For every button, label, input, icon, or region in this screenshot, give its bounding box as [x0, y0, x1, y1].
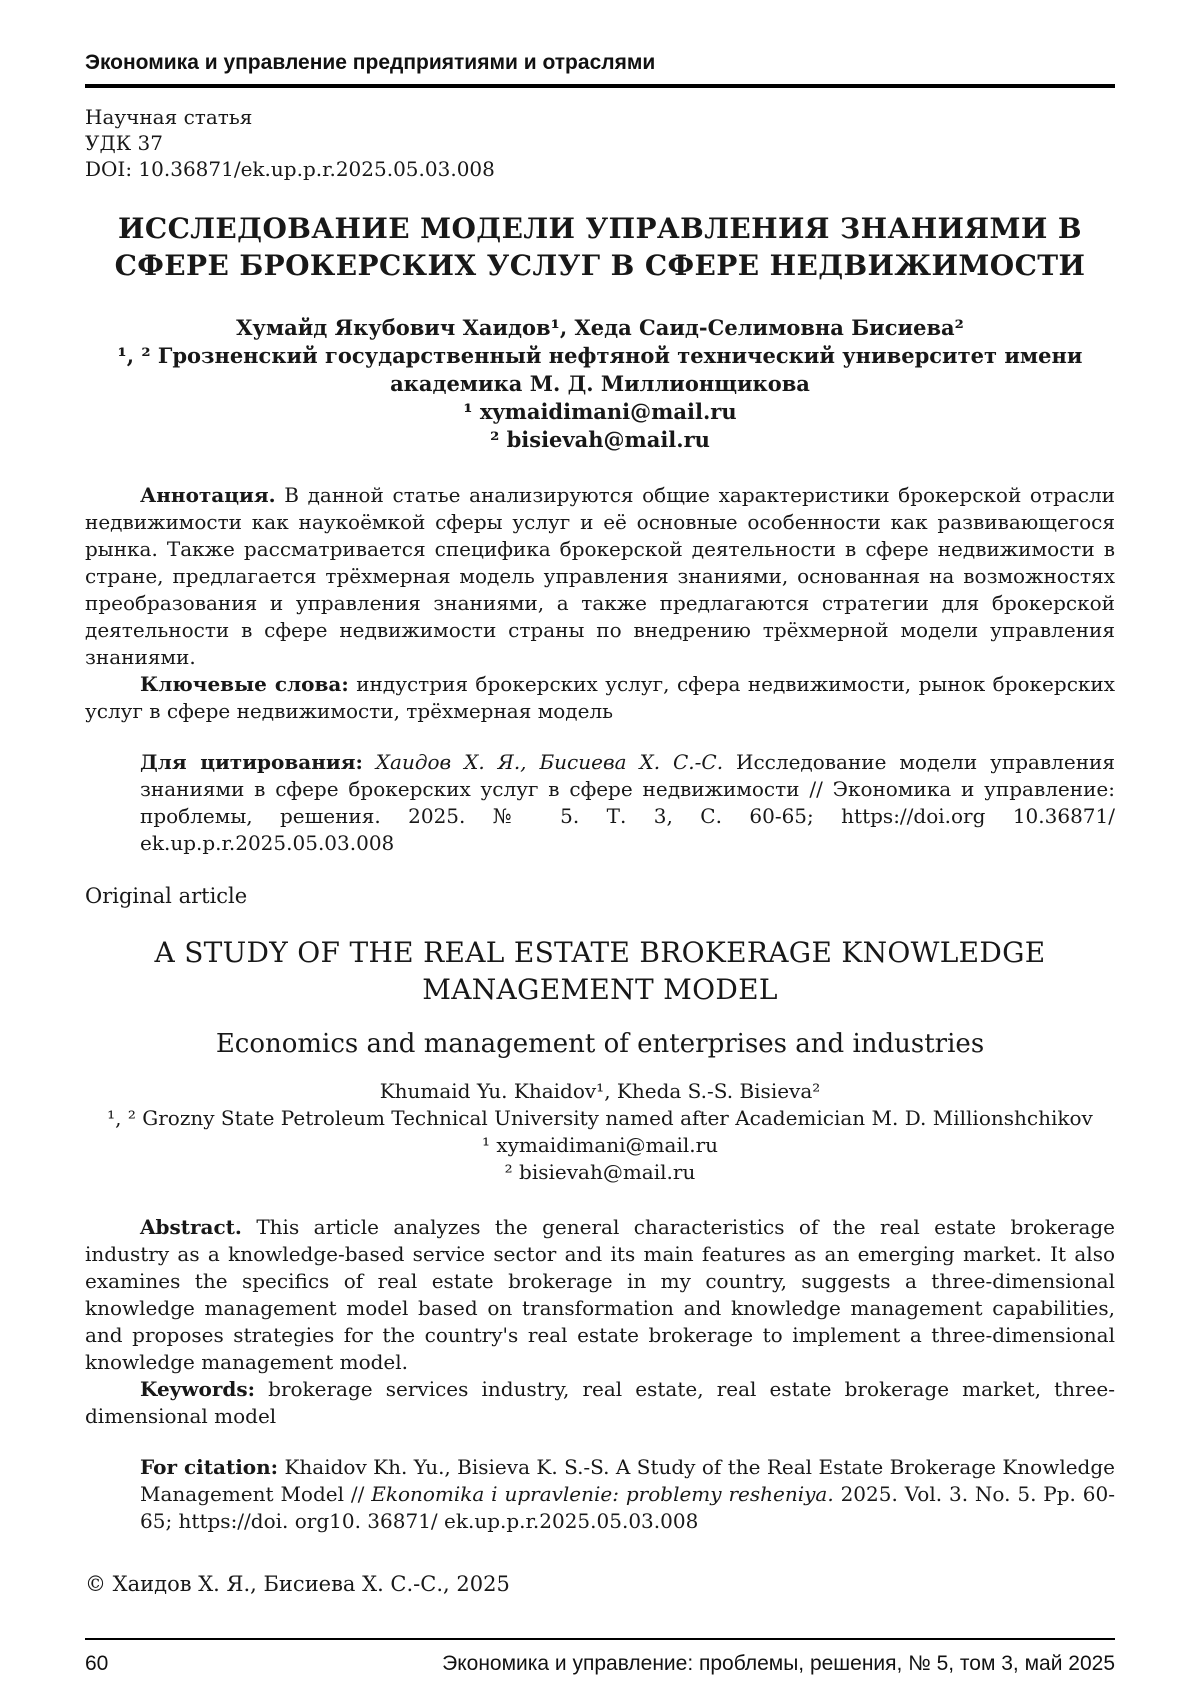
- abstract-ru: [85, 482, 1115, 671]
- email-2-en: ² bisievah@mail.ru: [504, 1160, 696, 1184]
- affiliation-ru: ¹, ² Грозненский государственный нефтяной технический университет имени академика М. Д. Миллионщикова: [117, 343, 1083, 396]
- citation-ru: [140, 749, 1115, 857]
- citation-post-en: 2025. Vol. 3. No. 5. Pp. 60-65; https://doi. org10. 36871/ ek.up.p.r.2025.05.03.008: [140, 1482, 1115, 1533]
- copyright-line: © Хаидов Х. Я., Бисиева Х. С.-С., 2025: [85, 1572, 510, 1596]
- email-1-ru: ¹ xymaidimani@mail.ru: [463, 399, 737, 424]
- authors-block-en: [85, 1078, 1115, 1186]
- keywords-en: [85, 1376, 1115, 1430]
- abstract-label-ru: Аннотация.: [140, 483, 276, 507]
- doi-label: DOI: 10.36871/ek.up.p.r.2025.05.03.008: [85, 157, 495, 181]
- section-title-en: Economics and management of enterprises and industries: [215, 1029, 985, 1059]
- keywords-ru: [85, 671, 1115, 725]
- abstract-label-en: Abstract.: [140, 1215, 242, 1239]
- keywords-text-en: brokerage services industry, real estate, real estate brokerage market, three-dimensional model: [85, 1377, 1116, 1428]
- keywords-text-ru: индустрия брокерских услуг, сфера недвижимости, рынок брокерских услуг в сфере недвижимости, трёхмерная модель: [85, 672, 1115, 723]
- email-1-en: ¹ xymaidimani@mail.ru: [481, 1133, 719, 1157]
- citation-label-ru: Для цитирования:: [140, 750, 363, 774]
- citation-text-ru: Исследование модели управления знаниями в сфере брокерских услуг в сфере недвижимости // Экономика и управление: проблемы, решения. 2025. № 5. Т. 3, С. 60-65; https://doi.org 10.36871/ ek.up.p.r.2025.05.03.008: [140, 750, 1115, 855]
- citation-label-en: For citation:: [140, 1455, 279, 1479]
- article-meta: [85, 104, 1115, 182]
- email-2-ru: ² bisievah@mail.ru: [490, 427, 710, 452]
- authors-ru: Хумайд Якубович Хаидов¹, Хеда Саид-Селимовна Бисиева²: [236, 315, 964, 340]
- citation-authors-ru: Хаидов Х. Я., Бисиева Х. С.-С.: [375, 750, 724, 774]
- footer-journal-info: Экономика и управление: проблемы, решения, № 5, том 3, май 2025: [442, 1652, 1115, 1675]
- abstract-en: [85, 1214, 1115, 1376]
- article-title-ru: ИССЛЕДОВАНИЕ МОДЕЛИ УПРАВЛЕНИЯ ЗНАНИЯМИ В СФЕРЕ БРОКЕРСКИХ УСЛУГ В СФЕРЕ НЕДВИЖИМОСТИ: [114, 212, 1086, 282]
- affiliation-en: ¹, ² Grozny State Petroleum Technical University named after Academician M. D. Millionshchikov: [107, 1106, 1093, 1130]
- citation-pre-en: Khaidov Kh. Yu., Bisieva K. S.-S. A Study of the Real Estate Brokerage Knowledge Management Model //: [140, 1455, 1115, 1506]
- page-number: 60: [85, 1652, 109, 1675]
- citation-en: [140, 1454, 1115, 1535]
- running-head: Экономика и управление предприятиями и отраслями: [85, 51, 656, 74]
- udk-label: УДК 37: [85, 131, 163, 155]
- header-rule: [85, 84, 1115, 88]
- article-type-label: Научная статья: [85, 105, 253, 129]
- citation-journal-en: Ekonomika i upravlenie: problemy resheniya.: [371, 1482, 834, 1506]
- abstract-text-ru: В данной статье анализируются общие характеристики брокерской отрасли недвижимости как наукоёмкой сферы услуг и её основные особенности как развивающегося рынка. Также рассматривается специфика брокерской деятельности в сфере недвижимости в стране, предлагается трёхмерная модель управления знаниями, основанная на возможностях преобразования и управления знаниями, а также предлагаются стратегии для брокерской деятельности в сфере недвижимости страны по внедрению трёхмерной модели управления знаниями.: [85, 483, 1115, 669]
- original-article-label: Original article: [85, 884, 248, 908]
- article-title-en: A STUDY OF THE REAL ESTATE BROKERAGE KNOWLEDGE MANAGEMENT MODEL: [154, 936, 1046, 1006]
- authors-en: Khumaid Yu. Khaidov¹, Kheda S.-S. Bisieva²: [379, 1079, 821, 1103]
- abstract-text-en: This article analyzes the general characteristics of the real estate brokerage industry as a knowledge-based service sector and its main features as an emerging market. It also examines the specifics of real estate brokerage in my country, suggests a three-dimensional knowledge management model based on transformation and knowledge management capabilities, and proposes strategies for the country's real estate brokerage to implement a three-dimensional knowledge management model.: [85, 1215, 1116, 1374]
- keywords-label-ru: Ключевые слова:: [140, 672, 349, 696]
- keywords-label-en: Keywords:: [140, 1377, 256, 1401]
- authors-block-ru: [85, 314, 1115, 454]
- page-footer: [85, 1638, 1115, 1698]
